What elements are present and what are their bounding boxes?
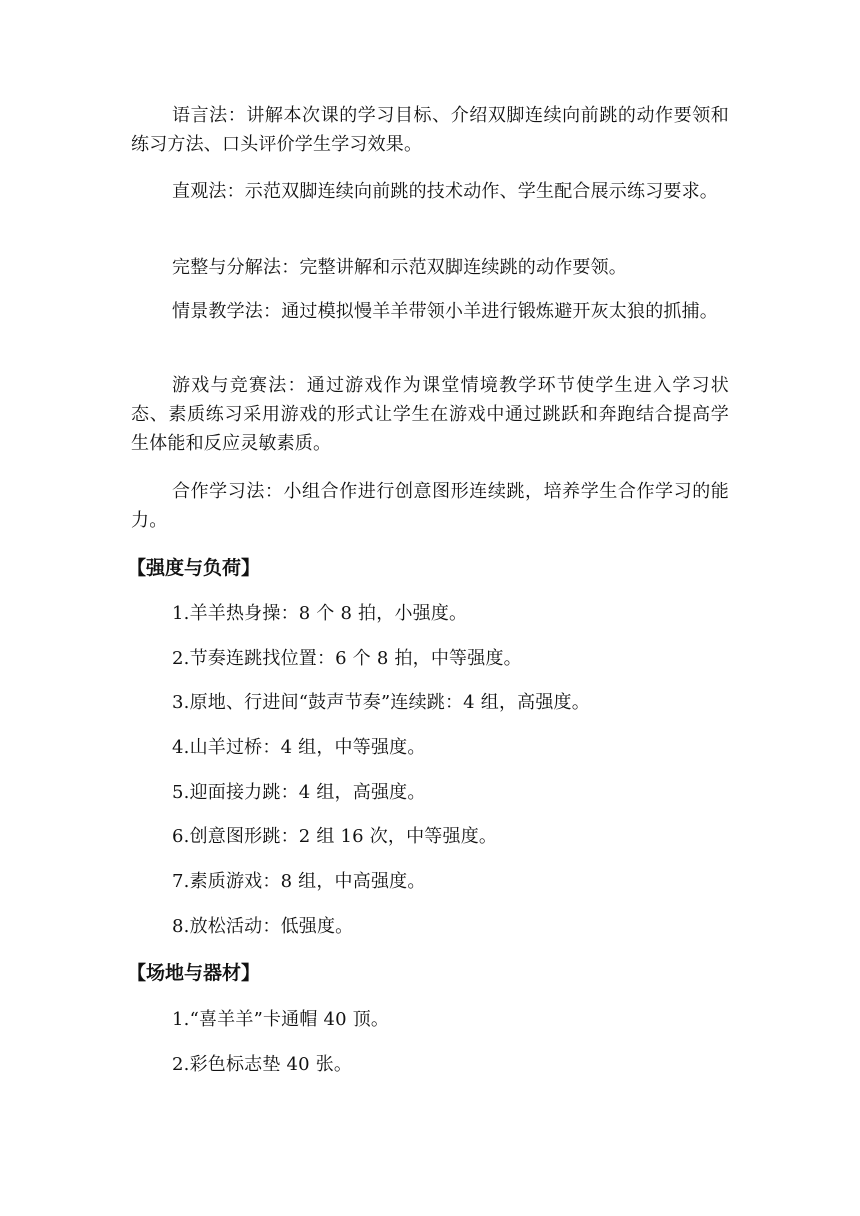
method-paragraph-language: 语言法：讲解本次课的学习目标、介绍双脚连续向前跳的动作要领和练习方法、口头评价学生学习效果。 bbox=[131, 105, 729, 155]
intensity-item-7: 7.素质游戏：8 组，中高强度。 bbox=[172, 871, 426, 892]
method-paragraph-games: 游戏与竞赛法：通过游戏作为课堂情境教学环节使学生进入学习状态、素质练习采用游戏的形式让学生在游戏中通过跳跃和奔跑结合提高学生体能和反应灵敏素质。 bbox=[131, 375, 729, 454]
intensity-item-4: 4.山羊过桥：4 组，中等强度。 bbox=[172, 737, 426, 758]
intensity-item-5: 5.迎面接力跳：4 组，高强度。 bbox=[172, 782, 426, 803]
intensity-item-3: 3.原地、行进间“鼓声节奏”连续跳：4 组，高强度。 bbox=[172, 692, 590, 713]
equipment-item-2: 2.彩色标志垫 40 张。 bbox=[172, 1054, 353, 1075]
section-heading-intensity: 【强度与负荷】 bbox=[127, 557, 261, 579]
method-paragraph-whole-part: 完整与分解法：完整讲解和示范双脚连续跳的动作要领。 bbox=[172, 257, 627, 278]
section-heading-equipment: 【场地与器材】 bbox=[127, 962, 261, 984]
intensity-item-8: 8.放松活动：低强度。 bbox=[172, 916, 354, 937]
method-paragraph-situational: 情景教学法：通过模拟慢羊羊带领小羊进行锻炼避开灰太狼的抓捕。 bbox=[172, 301, 718, 322]
method-paragraph-visual: 直观法：示范双脚连续向前跳的技术动作、学生配合展示练习要求。 bbox=[172, 181, 718, 202]
intensity-item-2: 2.节奏连跳找位置：6 个 8 拍，中等强度。 bbox=[172, 648, 522, 669]
method-paragraph-cooperative: 合作学习法：小组合作进行创意图形连续跳，培养学生合作学习的能力。 bbox=[131, 481, 729, 531]
intensity-item-6: 6.创意图形跳：2 组 16 次，中等强度。 bbox=[172, 826, 498, 847]
intensity-item-1: 1.羊羊热身操：8 个 8 拍，小强度。 bbox=[172, 603, 468, 624]
equipment-item-1: 1.“喜羊羊”卡通帽 40 顶。 bbox=[172, 1009, 390, 1030]
